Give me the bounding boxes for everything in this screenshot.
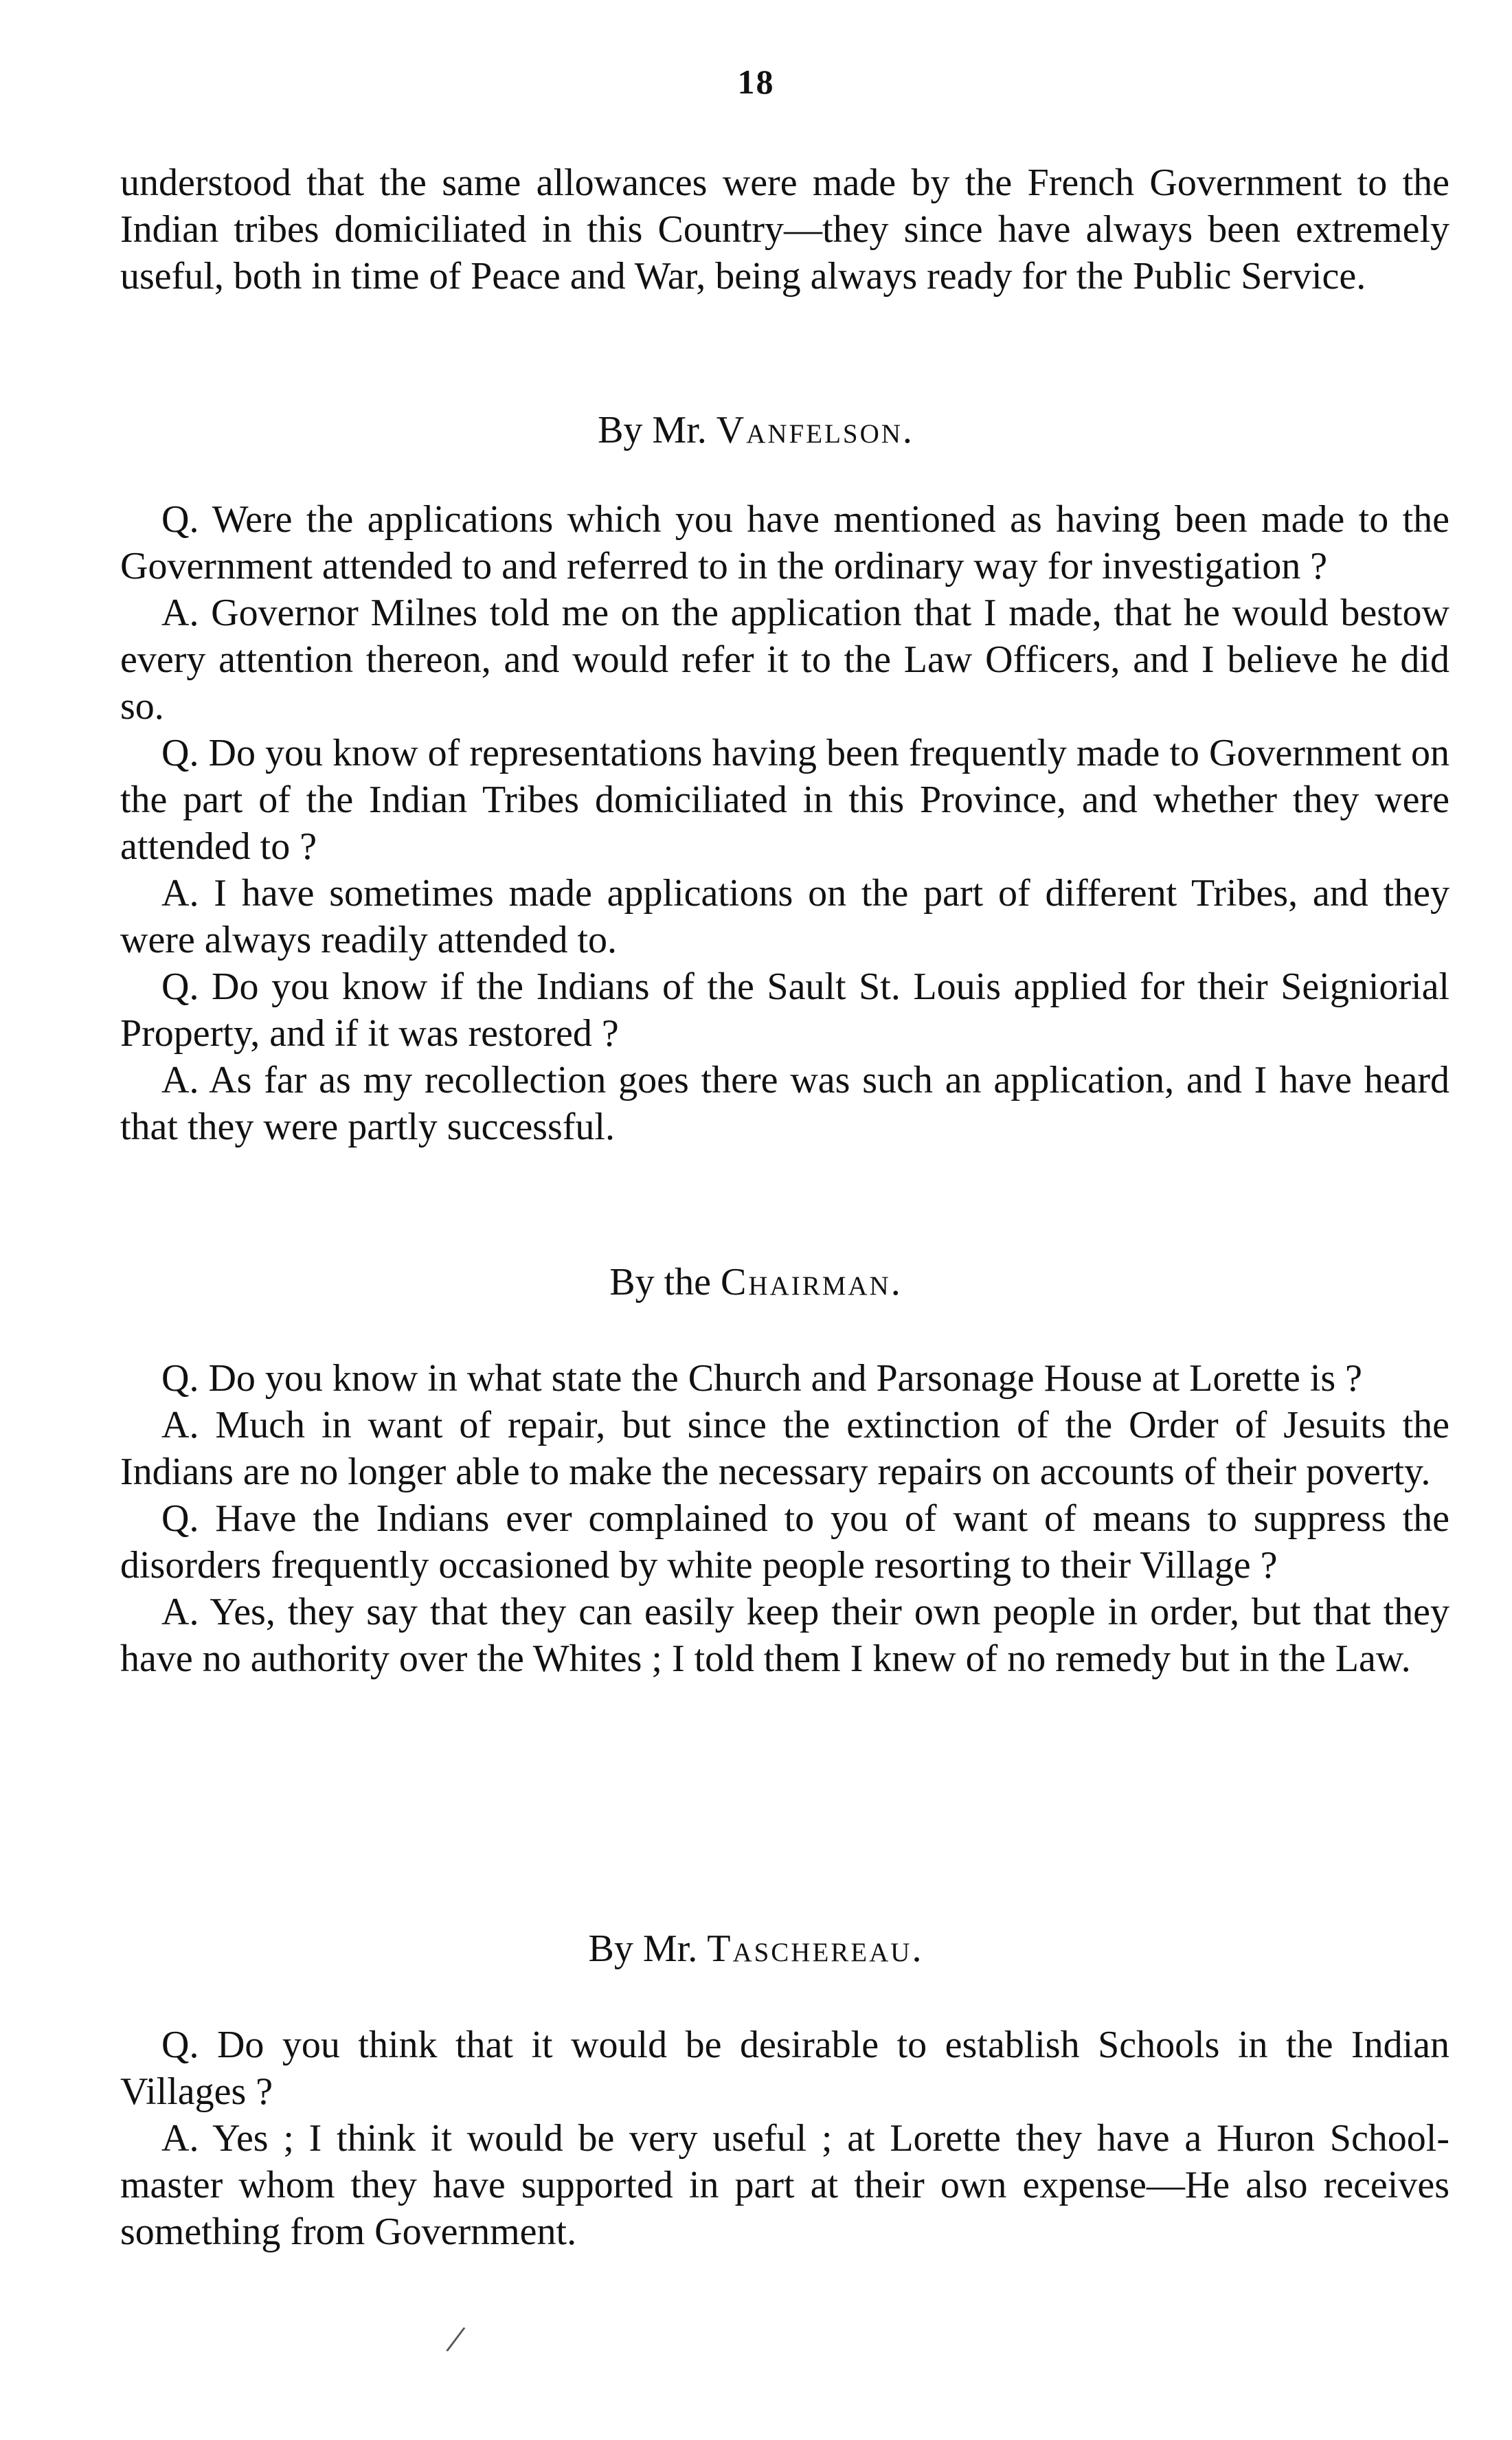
section-heading-chairman bbox=[0, 1259, 1512, 1306]
question-paragraph: Q. Were the applications which you have mentioned as having been made to the Government attended to and referred to in the ordinary way for investigation ? bbox=[120, 498, 1449, 587]
answer-paragraph: A. Governor Milnes told me on the application that I made, that he would bestow every attention thereon, and would refer it to the Law Officers, and I believe he did so. bbox=[120, 592, 1449, 728]
question-paragraph: Q. Have the Indians ever complained to you of want of means to suppress the disorders frequently occasioned by white people resorting to their Village ? bbox=[120, 1497, 1449, 1587]
section-chairman-entries bbox=[120, 1355, 1449, 1682]
section-heading-vanfelson bbox=[0, 407, 1512, 454]
answer-paragraph: A. Yes ; I think it would be very useful ; at Lorette they have a Huron School-master whom they have supported in part at their own expense—He also receives something from Government. bbox=[120, 2117, 1449, 2253]
question-paragraph: Q. Do you know in what state the Church and Parsonage House at Lorette is ? bbox=[161, 1357, 1363, 1400]
section-heading-name: Chairman. bbox=[721, 1261, 903, 1303]
section-taschereau-entries bbox=[120, 2022, 1449, 2255]
opening-paragraph: understood that the same allowances were made by the French Government to the Indian tribes domiciliated in this Country—they since have always been extremely useful, both in time of Peace and War, being always ready for the Public Service. bbox=[120, 161, 1449, 298]
opening-text-block bbox=[120, 159, 1449, 300]
section-heading-prefix: By Mr. bbox=[598, 409, 716, 451]
question-paragraph: Q. Do you know of representations having been frequently made to Government on the part of the Indian Tribes domiciliated in this Province, and whether they were attended to ? bbox=[120, 732, 1449, 868]
stray-ink-mark: / bbox=[443, 2316, 469, 2362]
answer-paragraph: A. Much in want of repair, but since the extinction of the Order of Jesuits the Indians are no longer able to make the necessary repairs on accounts of their poverty. bbox=[120, 1404, 1449, 1493]
question-paragraph: Q. Do you think that it would be desirable to establish Schools in the Indian Villages ? bbox=[120, 2024, 1449, 2113]
section-heading-name: Taschereau. bbox=[707, 1927, 924, 1970]
section-vanfelson-entries bbox=[120, 496, 1449, 1150]
section-heading-name: Vanfelson. bbox=[716, 409, 914, 451]
question-paragraph: Q. Do you know if the Indians of the Sault St. Louis applied for their Seigniorial Property, and if it was restored ? bbox=[120, 965, 1449, 1055]
section-heading-taschereau bbox=[0, 1925, 1512, 1972]
section-heading-prefix: By the bbox=[609, 1261, 721, 1303]
section-heading-prefix: By Mr. bbox=[588, 1927, 708, 1970]
page-number: 18 bbox=[737, 63, 775, 101]
answer-paragraph: A. I have sometimes made applications on the part of different Tribes, and they were always readily attended to. bbox=[120, 872, 1449, 961]
answer-paragraph: A. Yes, they say that they can easily keep their own people in order, but that they have no authority over the Whites ; I told them I knew of no remedy but in the Law. bbox=[120, 1591, 1449, 1680]
answer-paragraph: A. As far as my recollection goes there was such an application, and I have heard that they were partly successful. bbox=[120, 1059, 1449, 1148]
